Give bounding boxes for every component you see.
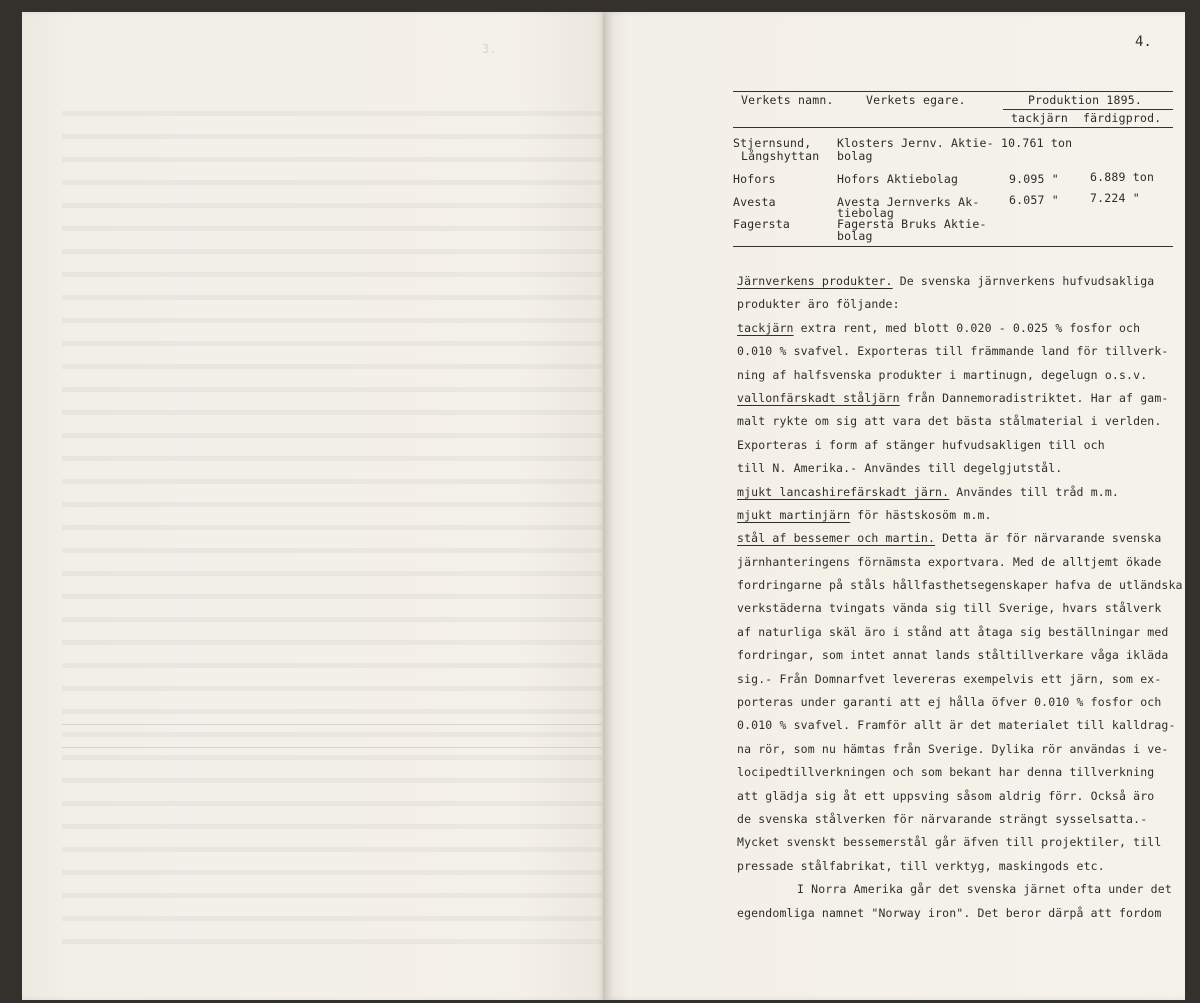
- text-span: 0.010 % svafvel. Exporteras till främmande land för tillverk-: [737, 344, 1169, 359]
- text-span: fordringar, som intet annat lands ståltillverkare våga ikläda: [737, 648, 1169, 663]
- row-4-name: Fagersta: [733, 217, 790, 231]
- text-line: [737, 597, 1162, 620]
- text-line: [737, 668, 1162, 691]
- text-line: [737, 855, 1162, 878]
- underlined-term: Järnverkens produkter.: [737, 274, 893, 288]
- underlined-term: stål af bessemer och martin.: [737, 531, 936, 546]
- row-3-owner-2: tiebolag: [837, 206, 894, 220]
- left-page: [22, 12, 605, 1000]
- text-line: [737, 831, 1162, 854]
- row-1-name-2: Långshyttan: [741, 149, 820, 163]
- text-line: [737, 574, 1183, 597]
- page-number: 4.: [1135, 34, 1152, 50]
- text-span: produkter äro följande:: [737, 297, 900, 312]
- text-line: [737, 293, 1162, 316]
- text-line: [737, 317, 1162, 340]
- text-line: [737, 551, 1162, 574]
- body-text: [737, 270, 1183, 925]
- header-pig-iron: tackjärn: [1011, 111, 1068, 125]
- text-span: Mycket svenskt bessemerstål går äfven till projektiler, till: [737, 835, 1162, 850]
- bleed-through-page-number: 3.: [482, 42, 497, 56]
- row-2-finished: 6.889 ton: [1090, 170, 1155, 184]
- text-line: [737, 340, 1169, 363]
- text-span: fordringarne på ståls hållfasthetsegenskaper hafva de utländska: [737, 578, 1183, 593]
- row-2-pig-iron: 9.095 ": [1009, 172, 1059, 186]
- text-line: [737, 481, 1162, 504]
- header-owner: Verkets egare.: [866, 93, 966, 107]
- text-span: 0.010 % svafvel. Framför allt är det materialet till kalldrag-: [737, 718, 1176, 733]
- text-span: malt rykte om sig att vara det bästa stålmaterial i verlden.: [737, 414, 1162, 429]
- underlined-term: tackjärn: [737, 320, 794, 335]
- row-4-owner-2: bolag: [837, 229, 873, 243]
- header-finished: färdigprod.: [1083, 111, 1162, 125]
- text-line: [737, 410, 1162, 433]
- text-line: [737, 387, 1169, 410]
- text-span: de svenska stålverken för närvarande strängt sysselsatta.-: [737, 811, 1148, 826]
- text-span: järnhanteringens förnämsta exportvara. Med de alltjemt ökade: [737, 554, 1162, 569]
- header-production: Produktion 1895.: [1028, 93, 1142, 107]
- row-3-name: Avesta: [733, 195, 776, 209]
- table-bottom-rule: [733, 246, 1173, 247]
- text-line: [737, 761, 1162, 784]
- row-3-pig-iron: 6.057 ": [1009, 193, 1059, 207]
- text-line: [737, 808, 1162, 831]
- text-span: locipedtillverkningen och som bekant har denna tillverkning: [737, 765, 1155, 780]
- text-span: pressade stålfabrikat, till verktyg, maskingods etc.: [737, 858, 1105, 873]
- header-name: Verkets namn.: [741, 93, 834, 107]
- text-span: egendomliga namnet "Norway iron". Det beror därpå att fordom: [737, 905, 1162, 920]
- row-3-owner: Avesta Jernverks Ak-: [837, 195, 980, 209]
- row-1-owner-2: bolag: [837, 149, 873, 163]
- text-line: [737, 738, 1169, 761]
- text-line: [737, 714, 1176, 737]
- text-span: extra rent, med blott 0.020 - 0.025 % fosfor och: [793, 320, 1141, 335]
- underlined-term: vallonfärskadt ståljärn: [737, 390, 900, 405]
- text-line: [737, 270, 1162, 293]
- text-span: De svenska järnverkens hufvudsakliga: [892, 274, 1155, 288]
- text-line: [737, 527, 1162, 550]
- text-line: [737, 644, 1169, 667]
- text-span: från Dannemoradistriktet. Har af gam-: [899, 390, 1169, 405]
- text-span: ning af halfsvenska produkter i martinugn, degelugn o.s.v.: [737, 367, 1148, 382]
- text-line: [737, 504, 1162, 527]
- text-line: [737, 878, 1172, 901]
- row-3-finished: 7.224 ": [1090, 191, 1140, 205]
- text-line: [737, 902, 1162, 925]
- text-line: [737, 364, 1162, 387]
- production-subheader-rule: [1003, 109, 1173, 110]
- table-top-rule: [733, 91, 1173, 92]
- text-span: till N. Amerika.- Användes till degelgjutstål.: [737, 461, 1063, 476]
- text-span: sig.- Från Domnarfvet levereras exempelvis ett järn, som ex-: [737, 671, 1162, 686]
- row-4-owner: Fagersta Bruks Aktie-: [837, 217, 987, 231]
- text-line: [737, 457, 1162, 480]
- text-span: Användes till tråd m.m.: [949, 484, 1119, 499]
- text-line: [737, 785, 1162, 808]
- bleed-through-table: [62, 724, 602, 748]
- row-2-owner: Hofors Aktiebolag: [837, 172, 959, 186]
- text-span: af naturliga skäl äro i stånd att åtaga sig beställningar med: [737, 624, 1169, 639]
- row-1-name: Stjernsund,: [733, 136, 812, 150]
- header-bottom-rule: [733, 127, 1173, 128]
- text-span: porteras under garanti att ej hålla öfver 0.010 % fosfor och: [737, 695, 1162, 710]
- text-span: Exporteras i form af stänger hufvudsakligen till och: [737, 437, 1105, 452]
- underlined-term: mjukt martinjärn: [737, 507, 851, 522]
- text-span: att glädja sig åt ett uppsving såsom aldrig förr. Också äro: [737, 788, 1155, 803]
- text-line: [737, 691, 1162, 714]
- row-1-owner: Klosters Jernv. Aktie-: [837, 136, 994, 150]
- text-span: Detta är för närvarande svenska: [935, 531, 1162, 546]
- text-line: [737, 434, 1162, 457]
- text-span: för hästskosöm m.m.: [850, 507, 992, 522]
- row-2-name: Hofors: [733, 172, 776, 186]
- row-1-pig-iron: 10.761 ton: [1001, 136, 1073, 150]
- underlined-term: mjukt lancashirefärskadt järn.: [737, 484, 950, 499]
- text-span: I Norra Amerika går det svenska järnet ofta under det: [797, 882, 1172, 897]
- text-span: verkstäderna tvingats vända sig till Sverige, hvars stålverk: [737, 601, 1162, 616]
- text-line: [737, 621, 1169, 644]
- text-span: na rör, som nu hämtas från Sverige. Dylika rör användas i ve-: [737, 741, 1169, 756]
- bleed-through-text: [62, 97, 602, 957]
